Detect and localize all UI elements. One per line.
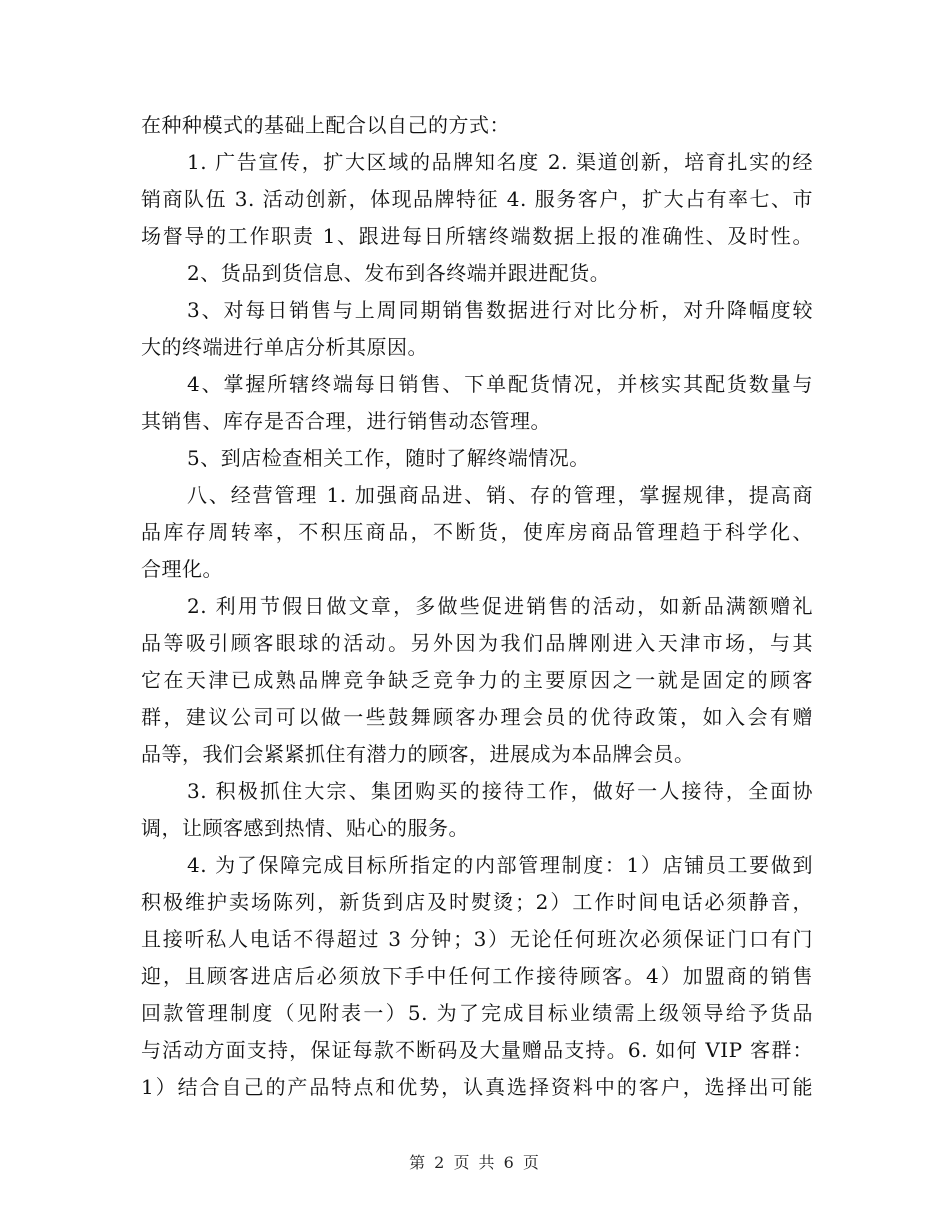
text-line: 2. 利用节假日做文章，多做些促进销售的活动，如新品满额赠礼 — [187, 594, 813, 618]
text-line: 2、货品到货信息、发布到各终端并跟进配货。 — [187, 261, 611, 285]
text-line: 4. 为了保障完成目标所指定的内部管理制度：1）店铺员工要做到 — [187, 853, 813, 877]
text-line: 且接听私人电话不得超过 3 分钟；3）无论任何班次必须保证门口有门 — [141, 927, 813, 951]
body-text — [141, 107, 813, 1106]
text-line: 在种种模式的基础上配合以自己的方式： — [141, 113, 510, 137]
text-line: 场督导的工作职责 1、跟进每日所辖终端数据上报的准确性、及时性。 — [141, 224, 813, 248]
page-number-footer: 第 2 页 共 6 页 — [409, 1153, 541, 1172]
text-line: 回款管理制度（见附表一）5. 为了完成目标业绩需上级领导给予货品 — [141, 1001, 813, 1025]
text-line: 3. 积极抓住大宗、集团购买的接待工作，做好一人接待，全面协 — [187, 779, 813, 803]
text-line: 大的终端进行单店分析其原因。 — [141, 335, 428, 359]
text-line: 调，让顾客感到热情、贴心的服务。 — [141, 816, 469, 840]
text-line: 积极维护卖场陈列，新货到店及时熨烫；2）工作时间电话必须静音， — [141, 890, 813, 914]
text-line: 5、到店检查相关工作，随时了解终端情况。 — [187, 446, 590, 470]
text-line: 其销售、库存是否合理，进行销售动态管理。 — [141, 409, 551, 433]
text-line: 3、对每日销售与上周同期销售数据进行对比分析，对升降幅度较 — [187, 298, 813, 322]
text-line: 它在天津已成熟品牌竞争缺乏竞争力的主要原因之一就是固定的顾客 — [141, 668, 813, 692]
text-line: 4、掌握所辖终端每日销售、下单配货情况，并核实其配货数量与 — [187, 372, 813, 396]
text-line: 八、经营管理 1. 加强商品进、销、存的管理，掌握规律，提高商 — [187, 483, 813, 507]
text-line: 品库存周转率，不积压商品，不断货，使库房商品管理趋于科学化、 — [141, 520, 813, 544]
text-line: 合理化。 — [141, 557, 223, 581]
text-line: 1. 广告宣传，扩大区域的品牌知名度 2. 渠道创新，培育扎实的经 — [187, 150, 813, 174]
text-line: 品等吸引顾客眼球的活动。另外因为我们品牌刚进入天津市场，与其 — [141, 631, 813, 655]
text-line: 品等，我们会紧紧抓住有潜力的顾客，进展成为本品牌会员。 — [141, 742, 695, 766]
text-line: 迎，且顾客进店后必须放下手中任何工作接待顾客。4）加盟商的销售 — [141, 964, 813, 988]
text-line: 与活动方面支持，保证每款不断码及大量赠品支持。6. 如何 VIP 客群： — [141, 1038, 813, 1062]
text-line: 1）结合自己的产品特点和优势，认真选择资料中的客户，选择出可能 — [141, 1075, 813, 1099]
text-line: 销商队伍 3. 活动创新，体现品牌特征 4. 服务客户，扩大占有率七、市 — [141, 187, 813, 211]
text-line: 群，建议公司可以做一些鼓舞顾客办理会员的优待政策，如入会有赠 — [141, 705, 813, 729]
